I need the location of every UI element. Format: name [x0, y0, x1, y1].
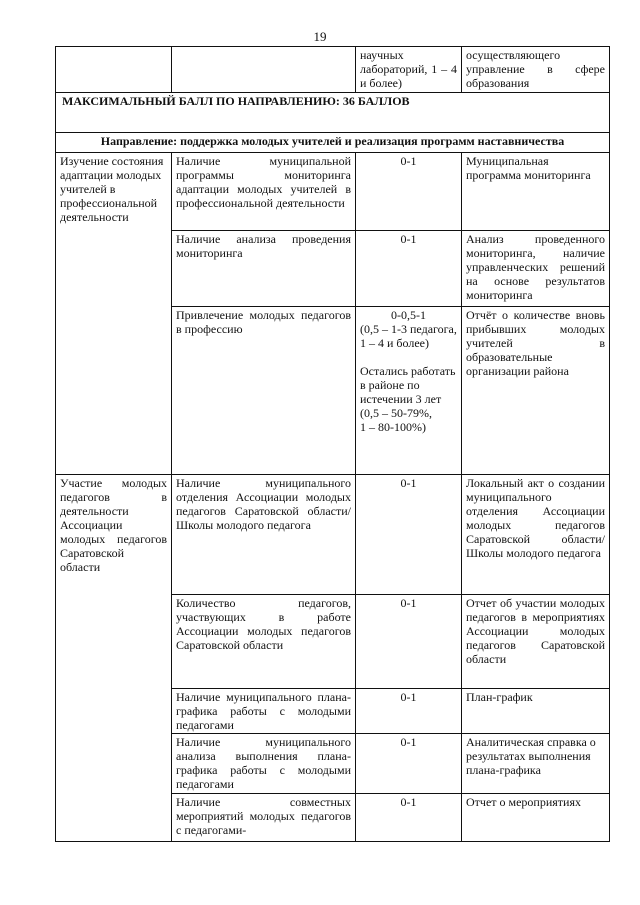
section-title: Участие молодых педагогов в деятельности Ассоциации молодых педагогов Саратовской области [56, 475, 172, 842]
indicator-cell: Наличие анализа проведения мониторинга [172, 231, 356, 307]
document-cell: Локальный акт о создании муниципального отделения Ассоциации молодых педагогов Саратовской области/Школы молодого педагога [462, 475, 610, 595]
score-cell: 0-1 [356, 475, 462, 595]
indicator-cell: Количество педагогов, участвующих в работе Ассоциации молодых педагогов Саратовской области [172, 595, 356, 689]
score-note: Остались работать в районе по истечении 3 лет [360, 364, 456, 406]
score-note: (0,5 – 1-3 педагога, [360, 322, 457, 336]
table-row [56, 153, 610, 231]
table-cell [172, 47, 356, 93]
indicator-cell: Наличие муниципальной программы мониторинга адаптации молодых учителей в профессиональной деятельности [172, 153, 356, 231]
document-cell: Отчет об участии молодых педагогов в мероприятиях Ассоциации молодых педагогов Саратовской области [462, 595, 610, 689]
indicator-cell: Наличие муниципального анализа выполнения плана-графика работы с молодыми педагогами [172, 734, 356, 794]
document-cell: Отчет о мероприятиях [462, 794, 610, 842]
document-cell: Отчёт о количестве вновь прибывших молодых учителей в образовательные организации района [462, 307, 610, 475]
score-cell: 0-1 [356, 794, 462, 842]
section-title: Изучение состояния адаптации молодых учителей в профессиональной деятельности [56, 153, 172, 475]
table-cell: осуществляющего управление в сфере образования [462, 47, 610, 93]
indicator-cell: Наличие совместных мероприятий молодых педагогов с педагогами- [172, 794, 356, 842]
score-cell: 0-1 [356, 153, 462, 231]
table-cell [56, 47, 172, 93]
page-number: 19 [313, 29, 327, 44]
document-cell: План-график [462, 689, 610, 734]
score-cell: 0-1 [356, 734, 462, 794]
score-note: (0,5 – 50-79%, [360, 406, 432, 420]
indicator-cell: Наличие муниципального отделения Ассоциации молодых педагогов Саратовской области/Школы молодого педагога [172, 475, 356, 595]
criteria-table [55, 46, 610, 842]
max-score-row [56, 93, 610, 133]
document-cell: Аналитическая справка о результатах выполнения плана-графика [462, 734, 610, 794]
score-cell: 0-1 [356, 231, 462, 307]
score-cell [356, 307, 462, 475]
max-score-label: МАКСИМАЛЬНЫЙ БАЛЛ ПО НАПРАВЛЕНИЮ: 36 БАЛЛОВ [56, 93, 610, 133]
indicator-cell: Привлечение молодых педагогов в профессию [172, 307, 356, 475]
score-note: 1 – 4 и более) [360, 336, 430, 350]
score-cell: 0-1 [356, 595, 462, 689]
score-range: 0-0,5-1 [391, 308, 426, 322]
score-note: 1 – 80-100%) [360, 420, 426, 434]
direction-title: Направление: поддержка молодых учителей и реализация программ наставничества [56, 133, 610, 153]
table-cell: научных лабораторий, 1 – 4 и более) [356, 47, 462, 93]
document-cell: Анализ проведенного мониторинга, наличие управленческих решений на основе результатов мониторинга [462, 231, 610, 307]
table-row [56, 47, 610, 93]
document-cell: Муниципальная программа мониторинга [462, 153, 610, 231]
indicator-cell: Наличие муниципального плана-графика работы с молодыми педагогами [172, 689, 356, 734]
score-cell: 0-1 [356, 689, 462, 734]
direction-row [56, 133, 610, 153]
table-row [56, 475, 610, 595]
